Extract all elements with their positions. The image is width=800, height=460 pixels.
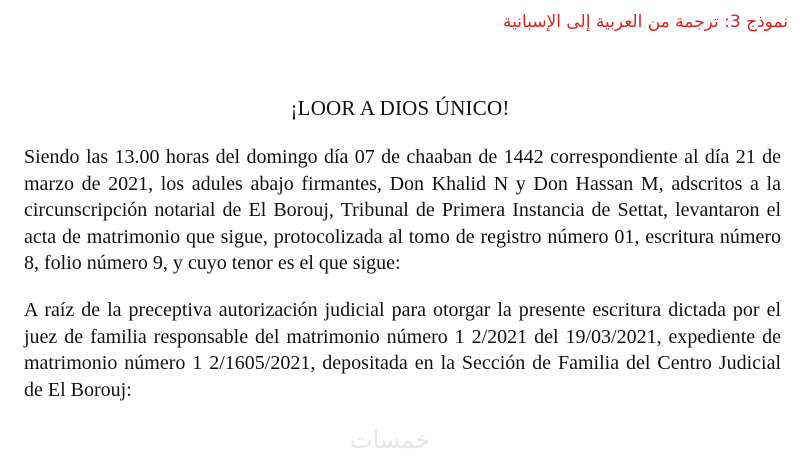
watermark-logo: خمسات	[350, 426, 431, 454]
paragraph-judicial-authorization: A raíz de la preceptiva autorización judicial para otorgar la presente escritura dictada por el juez de familia responsable del matrimonio número 1 2/2021 del 19/03/2021, expediente de matrimonio número 1 2/1605/2021, depositada en la Sección de Familia del Centro Judicial de El Borouj:	[24, 299, 781, 401]
paragraph-marriage-act: Siendo las 13.00 horas del domingo día 07 de chaaban de 1442 correspondiente al día 21 de marzo de 2021, los adules abajo firmantes, Don Khalid N y Don Hassan M, adscritos a la circunscripción notarial de El Borouj, Tribunal de Primera Instancia de Settat, levantaron el acta de matrimonio que sigue, protocolizada al tomo de registro número 01, escritura número 8, folio número 9, y cuyo tenor es el que sigue:	[24, 146, 781, 274]
sample-heading: نموذج 3: ترجمة من العربية إلى الإسبانية	[503, 12, 788, 32]
document-title: ¡LOOR A DIOS ÚNICO!	[290, 96, 510, 120]
